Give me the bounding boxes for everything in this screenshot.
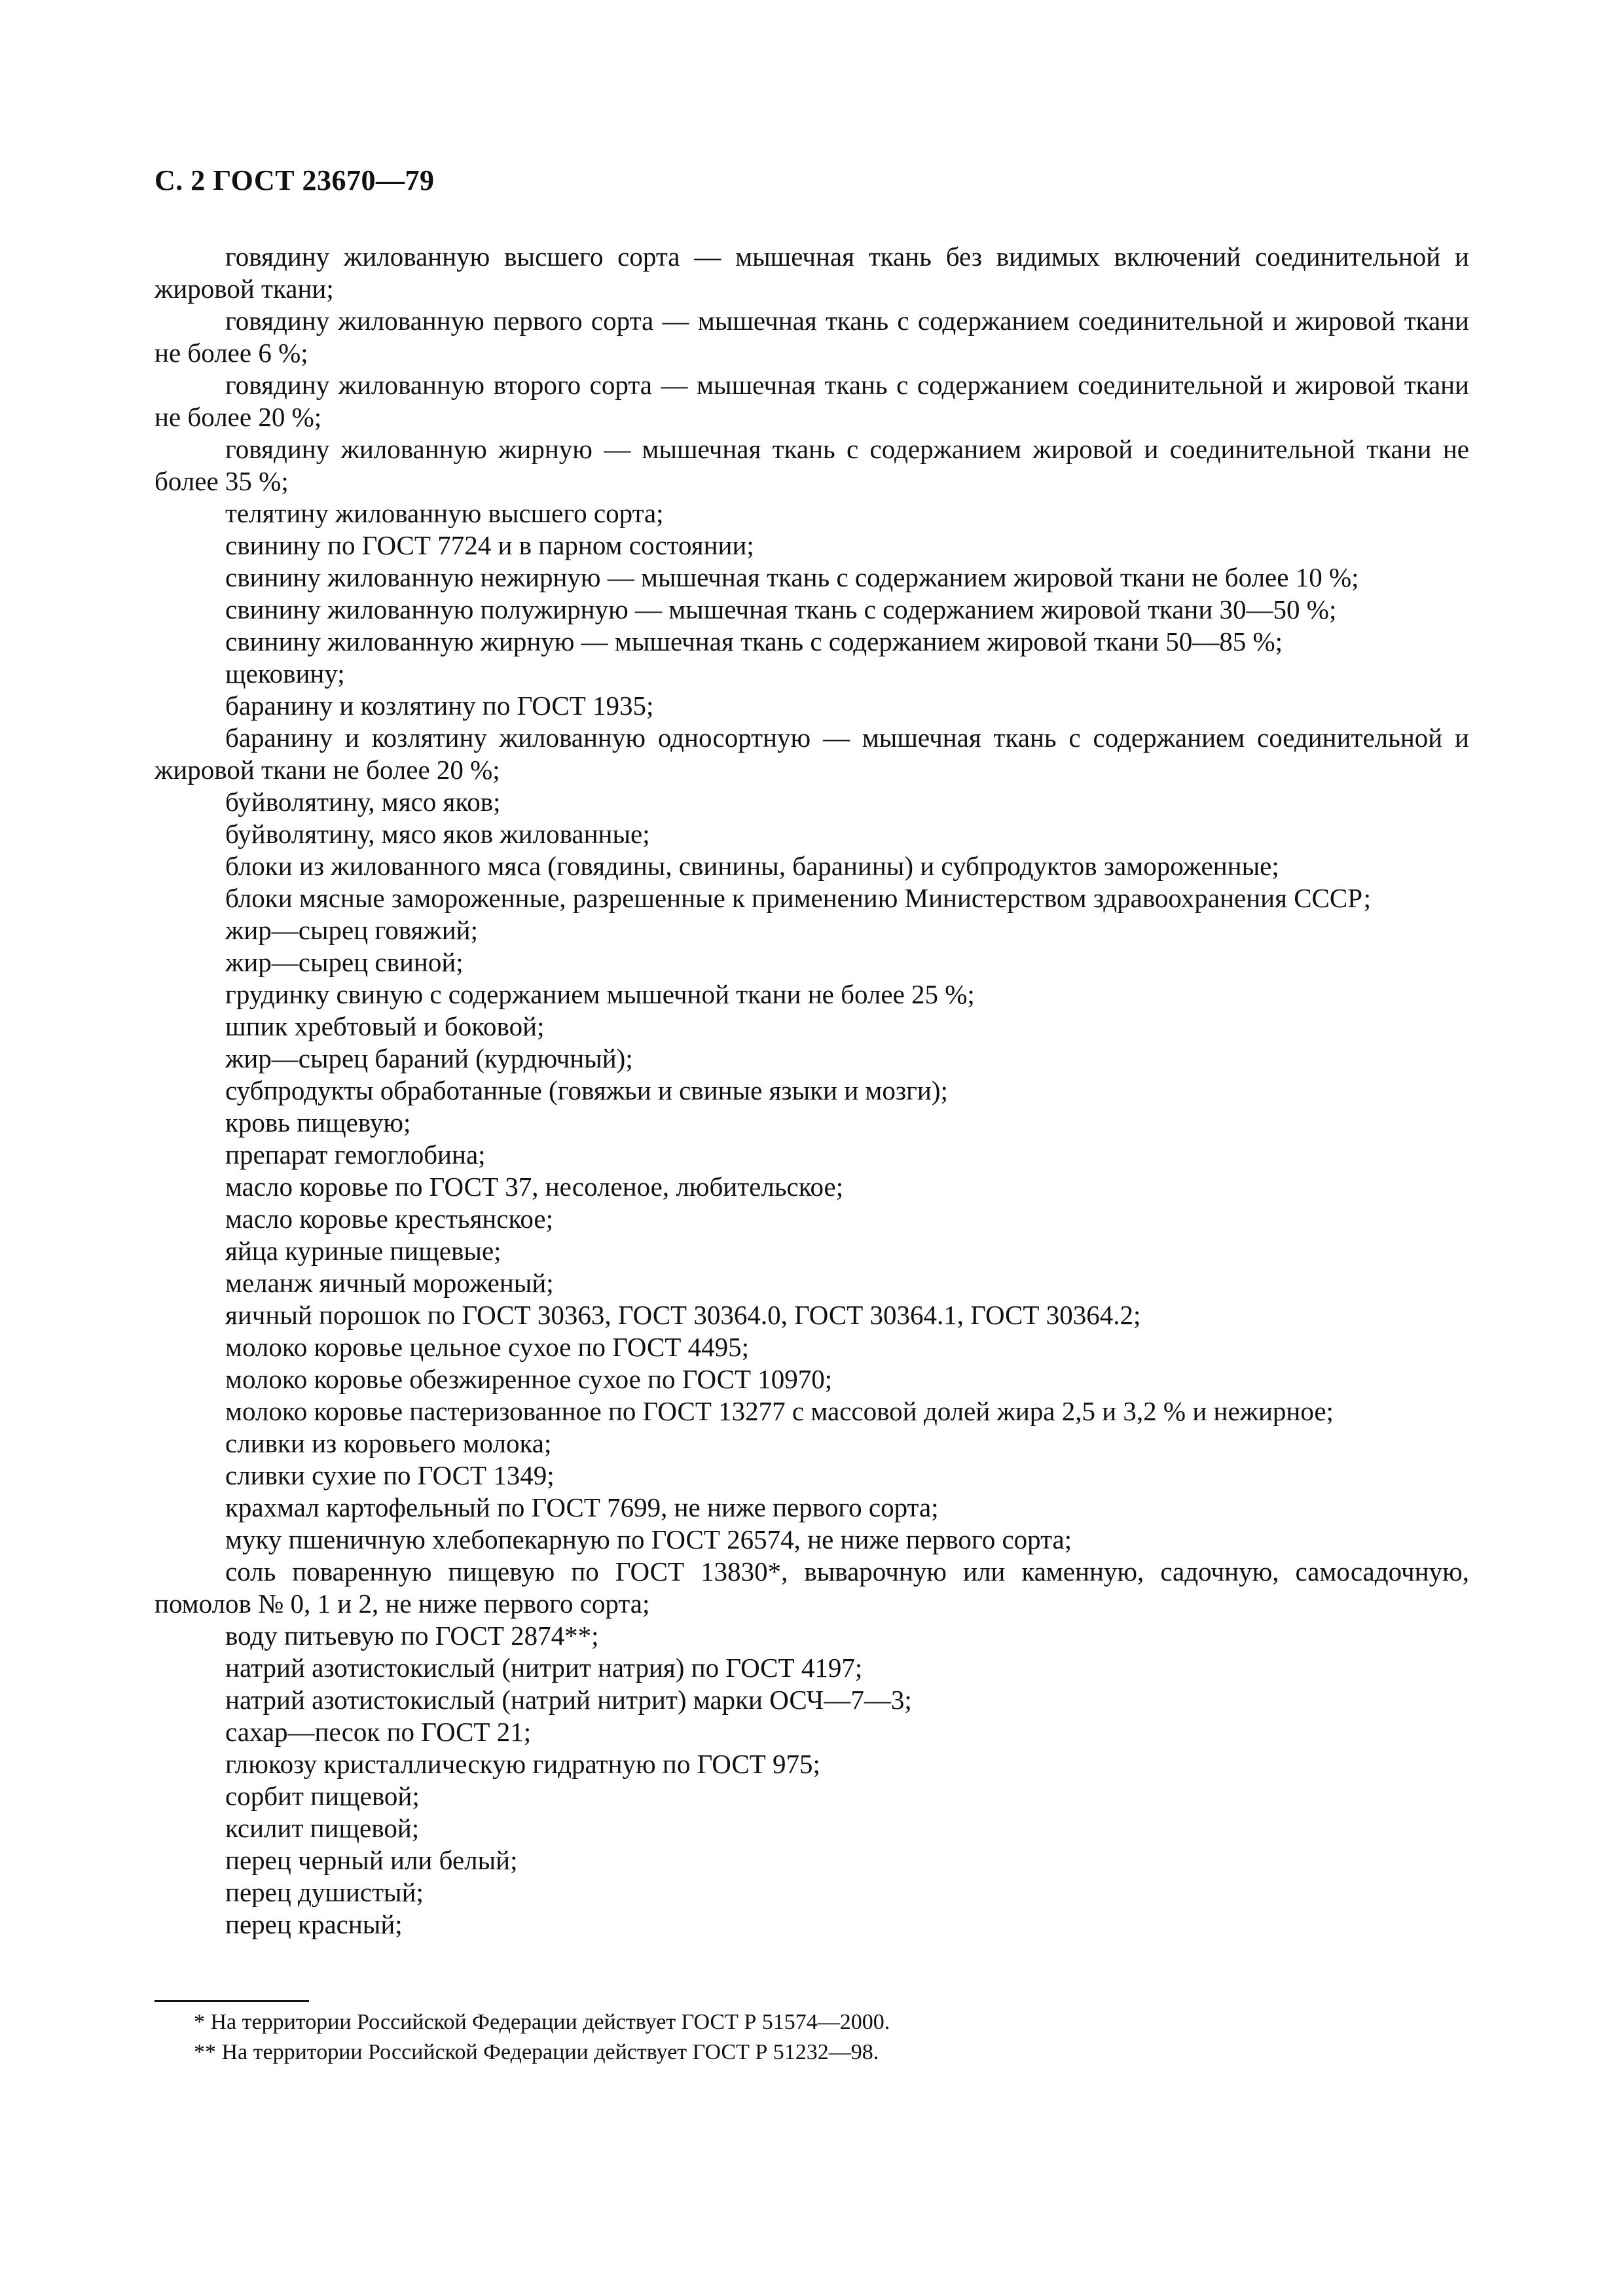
list-item: субпродукты обработанные (говяжьи и свиные языки и мозги);	[225, 1075, 948, 1105]
list-item: молоко коровье обезжиренное сухое по ГОСТ 10970;	[225, 1364, 833, 1394]
footnotes	[155, 2007, 1469, 2068]
list-item: жир—сырец бараний (курдючный);	[225, 1043, 633, 1073]
list-item: грудинку свиную с содержанием мышечной ткани не более 25 %;	[225, 979, 975, 1009]
page-header: С. 2 ГОСТ 23670—79	[155, 164, 435, 196]
list-item: сливки сухие по ГОСТ 1349;	[225, 1460, 555, 1490]
list-item: щековину;	[225, 658, 345, 689]
list-item: телятину жилованную высшего сорта;	[225, 498, 664, 528]
list-item: воду питьевую по ГОСТ 2874**;	[225, 1621, 599, 1651]
list-item: ксилит пищевой;	[225, 1813, 420, 1843]
list-item: натрий азотистокислый (нитрит натрия) по ГОСТ 4197;	[225, 1653, 863, 1683]
list-item: говядину жилованную жирную — мышечная ткань с содержанием жировой и соединительной ткани не более 35 %;	[155, 434, 1469, 496]
list-item: молоко коровье пастеризованное по ГОСТ 13277 с массовой долей жира 2,5 и 3,2 % и нежирное;	[225, 1396, 1334, 1426]
list-item: перец черный или белый;	[225, 1845, 518, 1875]
list-item: свинину жилованную нежирную — мышечная ткань с содержанием жировой ткани не более 10 %;	[225, 562, 1359, 592]
list-item: соль поваренную пищевую по ГОСТ 13830*, выварочную или каменную, садочную, самосадочную, помолов № 0, 1 и 2, не ниже первого сорта;	[155, 1556, 1469, 1619]
list-item: масло коровье по ГОСТ 37, несоленое, любительское;	[225, 1172, 844, 1202]
list-item: перец красный;	[225, 1909, 403, 1939]
list-item: масло коровье крестьянское;	[225, 1204, 553, 1234]
list-item: меланж яичный мороженый;	[225, 1268, 554, 1298]
list-item: баранину и козлятину жилованную односортную — мышечная ткань с содержанием соединительной и жировой ткани не более 20 %;	[155, 723, 1469, 785]
list-item: яйца куриные пищевые;	[225, 1236, 501, 1266]
list-item: блоки мясные замороженные, разрешенные к применению Министерством здравоохранения СССР;	[225, 883, 1371, 913]
list-item: натрий азотистокислый (натрий нитрит) марки ОСЧ—7—3;	[225, 1685, 912, 1715]
list-item: жир—сырец говяжий;	[225, 915, 478, 945]
list-item: сливки из коровьего молока;	[225, 1428, 552, 1458]
list-item: говядину жилованную второго сорта — мышечная ткань с содержанием соединительной и жировой ткани не более 20 %;	[155, 370, 1469, 432]
list-item: блоки из жилованного мяса (говядины, свинины, баранины) и субпродуктов замороженные;	[225, 851, 1279, 881]
list-item: говядину жилованную первого сорта — мышечная ткань с содержанием соединительной и жировой ткани не более 6 %;	[155, 306, 1469, 368]
list-item: жир—сырец свиной;	[225, 947, 464, 977]
ingredient-list	[155, 241, 1469, 1941]
list-item: муку пшеничную хлебопекарную по ГОСТ 26574, не ниже первого сорта;	[225, 1524, 1072, 1554]
list-item: яичный порошок по ГОСТ 30363, ГОСТ 30364.0, ГОСТ 30364.1, ГОСТ 30364.2;	[225, 1300, 1141, 1330]
footnote-item: * На территории Российской Федерации действует ГОСТ Р 51574—2000.	[194, 2010, 890, 2034]
list-item: свинину жилованную полужирную — мышечная ткань с содержанием жировой ткани 30—50 %;	[225, 594, 1337, 624]
list-item: перец душистый;	[225, 1877, 424, 1907]
list-item: сорбит пищевой;	[225, 1781, 420, 1811]
list-item: говядину жилованную высшего сорта — мышечная ткань без видимых включений соединительной и жировой ткани;	[155, 242, 1469, 304]
list-item: кровь пищевую;	[225, 1107, 411, 1138]
list-item: крахмал картофельный по ГОСТ 7699, не ниже первого сорта;	[225, 1492, 939, 1522]
list-item: препарат гемоглобина;	[225, 1139, 486, 1170]
list-item: свинину по ГОСТ 7724 и в парном состоянии;	[225, 530, 754, 560]
list-item: свинину жилованную жирную — мышечная ткань с содержанием жировой ткани 50—85 %;	[225, 626, 1283, 656]
footnote-divider	[155, 2000, 309, 2002]
list-item: глюкозу кристаллическую гидратную по ГОСТ 975;	[225, 1749, 820, 1779]
list-item: буйволятину, мясо яков жилованные;	[225, 819, 650, 849]
list-item: буйволятину, мясо яков;	[225, 787, 501, 817]
list-item: молоко коровье цельное сухое по ГОСТ 4495;	[225, 1332, 750, 1362]
list-item: сахар—песок по ГОСТ 21;	[225, 1717, 532, 1747]
list-item: баранину и козлятину по ГОСТ 1935;	[225, 691, 654, 721]
list-item: шпик хребтовый и боковой;	[225, 1011, 545, 1041]
footnote-item: ** На территории Российской Федерации действует ГОСТ Р 51232—98.	[194, 2040, 879, 2064]
